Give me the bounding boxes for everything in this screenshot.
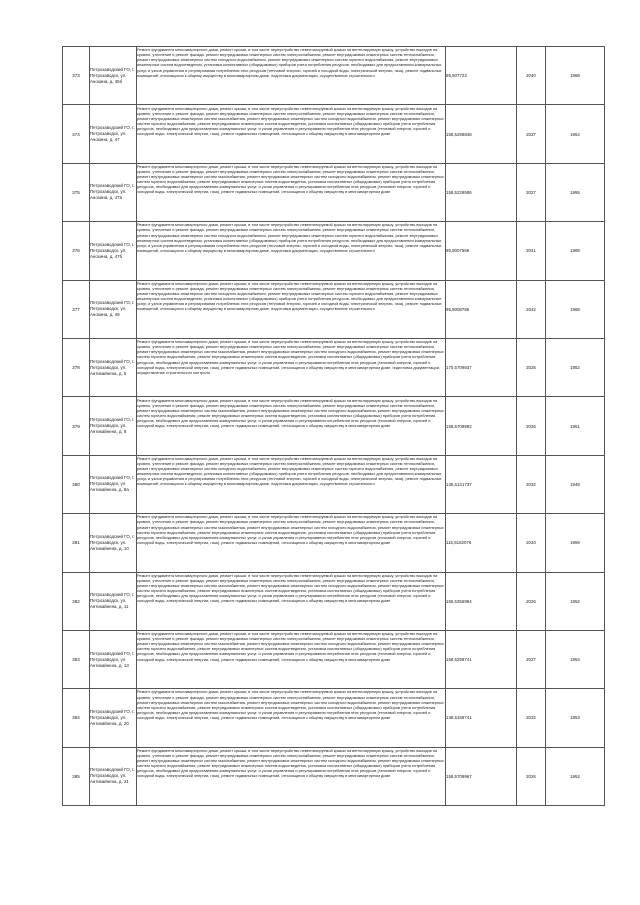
planned-year: 2025	[517, 338, 546, 396]
repair-works	[137, 222, 446, 280]
document-page	[62, 46, 605, 806]
planned-year: 2041	[517, 222, 546, 280]
table-row	[63, 747, 605, 805]
table-row	[63, 572, 605, 630]
repair-works	[137, 105, 446, 163]
construction-year: 1952	[546, 338, 605, 396]
planned-year: 2026	[517, 572, 546, 630]
table-row	[63, 280, 605, 338]
repair-works-text: Ремонт фундамента многоквартирного дома, ремонт крыши, в том числе переустройство невентилируемой крыши на вентилируемую крышу, устройство выходов на кровлю, утепление и ремонт фасада, ремонт внутридомовых инженерных систем электроснабжения, ремонт внутридомовых инженерных систем теплоснабжения, ремонт внутридомовых инженерных систем холодного водоснабжения, ремонт внутридомовых инженерных систем горячего водоснабжения, ремонт внутридомовых инженерных систем водоотведения, установка коллективных (общедомовых) приборов учета потребления ресурсов, необходимых для предоставления коммунальных услуг, и узлов управления и регулирования потребления этих ресурсов (тепловой энергии, горячей и холодной воды, электрической энергии, газа), ремонт подвальных помещений, относящихся к общему имуществу в многоквартирном доме, подготовка документации, осуществление строительного	[137, 47, 442, 78]
house-address: Петрозаводский ГО, г. Петрозаводск, ул. Анохина, д. 45б	[90, 47, 137, 105]
row-number: 385	[63, 747, 90, 805]
planned-year: 2026	[517, 747, 546, 805]
repair-works	[137, 747, 446, 805]
repair-works-text: Ремонт фундамента многоквартирного дома, ремонт крыши, в том числе переустройство невентилируемой крыши на вентилируемую крышу, устройство выходов на кровлю, утепление и ремонт фасада, ремонт внутридомовых инженерных систем электроснабжения, ремонт внутридомовых инженерных систем теплоснабжения, ремонт внутридомовых инженерных систем газоснабжения, ремонт внутридомовых инженерных систем холодного водоснабжения, ремонт внутридомовых инженерных систем горячего водоснабжения, ремонт внутридомовых инженерных систем водоотведения, установка коллективных (общедомовых) приборов учета потребления ресурсов, необходимых для предоставления коммунальных услуг, и узлов управления и регулирования потребления этих ресурсов (тепловой энергии, горячей и холодной воды, электрической энергии, газа), ремонт подвальных помещений, относящихся к общему имуществу в многоквартирном доме	[137, 572, 444, 604]
row-number: 381	[63, 514, 90, 572]
planned-year: 2026	[517, 397, 546, 455]
table-row	[63, 338, 605, 396]
row-number: 383	[63, 630, 90, 688]
planned-year: 2040	[517, 47, 546, 105]
repair-works-text: Ремонт фундамента многоквартирного дома, ремонт крыши, в том числе переустройство невентилируемой крыши на вентилируемую крышу, устройство выходов на кровлю, утепление и ремонт фасада, ремонт внутридомовых инженерных систем электроснабжения, ремонт внутридомовых инженерных систем теплоснабжения, ремонт внутридомовых инженерных систем газоснабжения, ремонт внутридомовых инженерных систем холодного водоснабжения, ремонт внутридомовых инженерных систем горячего водоснабжения, ремонт внутридомовых инженерных систем водоотведения, установка коллективных (общедомовых) приборов учета потребления ресурсов, необходимых для предоставления коммунальных услуг, и узлов управления и регулирования потребления этих ресурсов (тепловой энергии, горячей и холодной воды, электрической энергии, газа), ремонт подвальных помещений, относящихся к общему имуществу в многоквартирном доме	[137, 105, 444, 137]
row-number: 376	[63, 222, 90, 280]
row-number: 380	[63, 455, 90, 513]
table-row	[63, 222, 605, 280]
planned-year: 2034	[517, 514, 546, 572]
repair-cost: 95,8007569	[446, 222, 517, 280]
construction-year: 1952	[546, 747, 605, 805]
repair-cost: 158,5229586	[446, 163, 517, 221]
repair-cost: 95,8008786	[446, 280, 517, 338]
house-address: Петрозаводский ГО, г. Петрозаводск, ул. Антикайнена, д. 13	[90, 630, 137, 688]
house-address: Петрозаводский ГО, г. Петрозаводск, ул. Антикайнена, д. 11	[90, 572, 137, 630]
house-address: Петрозаводский ГО, г. Петрозаводск, ул. Антикайнена, д. 5	[90, 338, 137, 396]
planned-year: 2027	[517, 105, 546, 163]
repair-works-text: Ремонт фундамента многоквартирного дома, ремонт крыши, в том числе переустройство невентилируемой крыши на вентилируемую крышу, устройство выходов на кровлю, утепление и ремонт фасада, ремонт внутридомовых инженерных систем электроснабжения, ремонт внутридомовых инженерных систем теплоснабжения, ремонт внутридомовых инженерных систем газоснабжения, ремонт внутридомовых инженерных систем холодного водоснабжения, ремонт внутридомовых инженерных систем горячего водоснабжения, ремонт внутридомовых инженерных систем водоотведения, установка коллективных (общедомовых) приборов учета потребления ресурсов, необходимых для предоставления коммунальных услуг, и узлов управления и регулирования потребления этих ресурсов (тепловой энергии, горячей и холодной воды, электрической энергии, газа), ремонт подвальных помещений, относящихся к общему имуществу в многоквартирном доме	[137, 689, 444, 720]
planned-year: 2027	[517, 630, 546, 688]
repair-cost: 158,5298848	[446, 105, 517, 163]
table-row	[63, 514, 605, 572]
repair-works-text: Ремонт фундамента многоквартирного дома, ремонт крыши, в том числе переустройство невентилируемой крыши на вентилируемую крышу, устройство выходов на кровлю, утепление и ремонт фасада, ремонт внутридомовых инженерных систем электроснабжения, ремонт внутридомовых инженерных систем теплоснабжения, ремонт внутридомовых инженерных систем газоснабжения, ремонт внутридомовых инженерных систем холодного водоснабжения, ремонт внутридомовых инженерных систем горячего водоснабжения, ремонт внутридомовых инженерных систем водоотведения, установка коллективных (общедомовых) приборов учета потребления ресурсов, необходимых для предоставления коммунальных услуг, и узлов управления и регулирования потребления этих ресурсов (тепловой энергии, горячей и холодной воды, электрической энергии, газа), ремонт подвальных помещений, относящихся к общему имуществу в многоквартирном доме, подготовка документации, осуществление строительного контроля	[137, 339, 444, 375]
construction-year: 1954	[546, 105, 605, 163]
table-row	[63, 397, 605, 455]
repair-works	[137, 163, 446, 221]
house-address: Петрозаводский ГО, г. Петрозаводск, ул. Анохина, д. 47	[90, 105, 137, 163]
repair-works	[137, 47, 446, 105]
repair-works-text: Ремонт фундамента многоквартирного дома, ремонт крыши, в том числе переустройство невентилируемой крыши на вентилируемую крышу, устройство выходов на кровлю, утепление и ремонт фасада, ремонт внутридомовых инженерных систем электроснабжения, ремонт внутридомовых инженерных систем теплоснабжения, ремонт внутридомовых инженерных систем холодного водоснабжения, ремонт внутридомовых инженерных систем горячего водоснабжения, ремонт внутридомовых инженерных систем водоотведения, установка коллективных (общедомовых) приборов учета потребления ресурсов, необходимых для предоставления коммунальных услуг, и узлов управления и регулирования потребления этих ресурсов (тепловой энергии, горячей и холодной воды, электрической энергии, газа), ремонт подвальных помещений, относящихся к общему имуществу в многоквартирном доме, подготовка документации, осуществление строительного	[137, 280, 442, 312]
repair-works	[137, 397, 446, 455]
repair-cost: 158,5709967	[446, 747, 517, 805]
repair-works	[137, 689, 446, 747]
repair-cost: 155,5356994	[446, 572, 517, 630]
repair-cost: 170,5709837	[446, 338, 517, 396]
repair-works-text: Ремонт фундамента многоквартирного дома, ремонт крыши, в том числе переустройство невентилируемой крыши на вентилируемую крышу, устройство выходов на кровлю, утепление и ремонт фасада, ремонт внутридомовых инженерных систем электроснабжения, ремонт внутридомовых инженерных систем теплоснабжения, ремонт внутридомовых инженерных систем газоснабжения, ремонт внутридомовых инженерных систем холодного водоснабжения, ремонт внутридомовых инженерных систем горячего водоснабжения, ремонт внутридомовых инженерных систем водоотведения, установка коллективных (общедомовых) приборов учета потребления ресурсов, необходимых для предоставления коммунальных услуг, и узлов управления и регулирования потребления этих ресурсов (тепловой энергии, горячей и холодной воды, электрической энергии, газа), ремонт подвальных помещений, относящихся к общему имуществу в многоквартирном доме	[137, 631, 444, 662]
table-body	[63, 47, 605, 806]
repair-works-text: Ремонт фундамента многоквартирного дома, ремонт крыши, в том числе переустройство невентилируемой крыши на вентилируемую крышу, устройство выходов на кровлю, утепление и ремонт фасада, ремонт внутридомовых инженерных систем электроснабжения, ремонт внутридомовых инженерных систем теплоснабжения, ремонт внутридомовых инженерных систем газоснабжения, ремонт внутридомовых инженерных систем холодного водоснабжения, ремонт внутридомовых инженерных систем горячего водоснабжения, ремонт внутридомовых инженерных систем водоотведения, установка коллективных (общедомовых) приборов учета потребления ресурсов, необходимых для предоставления коммунальных услуг, и узлов управления и регулирования потребления этих ресурсов (тепловой энергии, горячей и холодной воды, электрической энергии, газа), ремонт подвальных помещений, относящихся к общему имуществу в многоквартирном доме	[137, 163, 444, 195]
planned-year: 2042	[517, 280, 546, 338]
repair-cost: 158,5298741	[446, 630, 517, 688]
repair-works-text: Ремонт фундамента многоквартирного дома, ремонт крыши, в том числе переустройство невентилируемой крыши на вентилируемую крышу, устройство выходов на кровлю, утепление и ремонт фасада, ремонт внутридомовых инженерных систем электроснабжения, ремонт внутридомовых инженерных систем теплоснабжения, ремонт внутридомовых инженерных систем газоснабжения, ремонт внутридомовых инженерных систем холодного водоснабжения, ремонт внутридомовых инженерных систем горячего водоснабжения, ремонт внутридомовых инженерных систем водоотведения, установка коллективных (общедомовых) приборов учета потребления ресурсов, необходимых для предоставления коммунальных услуг, и узлов управления и регулирования потребления этих ресурсов (тепловой энергии, горячей и холодной воды, электрической энергии, газа), ремонт подвальных помещений, относящихся к общему имуществу в многоквартирном доме	[137, 514, 444, 545]
house-address: Петрозаводский ГО, г. Петрозаводск, ул. Анохина, д. 47б	[90, 222, 137, 280]
repair-cost: 95,507723	[446, 47, 517, 105]
repair-works-text: Ремонт фундамента многоквартирного дома, ремонт крыши, в том числе переустройство невентилируемой крыши на вентилируемую крышу, устройство выходов на кровлю, утепление и ремонт фасада, ремонт внутридомовых инженерных систем электроснабжения, ремонт внутридомовых инженерных систем теплоснабжения, ремонт внутридомовых инженерных систем газоснабжения, ремонт внутридомовых инженерных систем холодного водоснабжения, ремонт внутридомовых инженерных систем горячего водоснабжения, ремонт внутридомовых инженерных систем водоотведения, установка коллективных (общедомовых) приборов учета потребления ресурсов, необходимых для предоставления коммунальных услуг, и узлов управления и регулирования потребления этих ресурсов (тепловой энергии, горячей и холодной воды, электрической энергии, газа), ремонт подвальных помещений, относящихся к общему имуществу в многоквартирном доме	[137, 747, 444, 779]
row-number: 375	[63, 163, 90, 221]
repair-cost: 158,5709992	[446, 397, 517, 455]
house-address: Петрозаводский ГО, г. Петрозаводск, ул. Антикайнена, д. 8а	[90, 455, 137, 513]
construction-year: 1988	[546, 280, 605, 338]
construction-year: 1952	[546, 572, 605, 630]
table-row	[63, 630, 605, 688]
table-row	[63, 689, 605, 747]
construction-year: 1988	[546, 222, 605, 280]
repair-cost: 115,5182076	[446, 514, 517, 572]
house-address: Петрозаводский ГО, г. Петрозаводск, ул. Антикайнена, д. 10	[90, 514, 137, 572]
house-address: Петрозаводский ГО, г. Петрозаводск, ул. Антикайнена, д. 8	[90, 397, 137, 455]
repair-works	[137, 630, 446, 688]
repair-works-text: Ремонт фундамента многоквартирного дома, ремонт крыши, в том числе переустройство невентилируемой крыши на вентилируемую крышу, устройство выходов на кровлю, утепление и ремонт фасада, ремонт внутридомовых инженерных систем электроснабжения, ремонт внутридомовых инженерных систем теплоснабжения, ремонт внутридомовых инженерных систем газоснабжения, ремонт внутридомовых инженерных систем холодного водоснабжения, ремонт внутридомовых инженерных систем горячего водоснабжения, ремонт внутридомовых инженерных систем водоотведения, установка коллективных (общедомовых) приборов учета потребления ресурсов, необходимых для предоставления коммунальных услуг, и узлов управления и регулирования потребления этих ресурсов (тепловой энергии, горячей и холодной воды, электрической энергии, газа), ремонт подвальных помещений, относящихся к общему имуществу в многоквартирном доме	[137, 397, 444, 428]
construction-year: 1953	[546, 689, 605, 747]
repair-works	[137, 280, 446, 338]
repair-works-text: Ремонт фундамента многоквартирного дома, ремонт крыши, в том числе переустройство невентилируемой крыши на вентилируемую крышу, устройство выходов на кровлю, утепление и ремонт фасада, ремонт внутридомовых инженерных систем электроснабжения, ремонт внутридомовых инженерных систем теплоснабжения, ремонт внутридомовых инженерных систем холодного водоснабжения, ремонт внутридомовых инженерных систем горячего водоснабжения, ремонт внутридомовых инженерных систем водоотведения, установка коллективных (общедомовых) приборов учета потребления ресурсов, необходимых для предоставления коммунальных услуг, и узлов управления и регулирования потребления этих ресурсов (тепловой энергии, горячей и холодной воды, электрической энергии, газа), ремонт подвальных помещений, относящихся к общему имуществу в многоквартирном доме, подготовка документации, осуществление строительного	[137, 222, 442, 253]
house-address: Петрозаводский ГО, г. Петрозаводск, ул. Антикайнена, д. 20	[90, 689, 137, 747]
row-number: 377	[63, 280, 90, 338]
row-number: 378	[63, 338, 90, 396]
repair-cost: 138,5159741	[446, 689, 517, 747]
house-address: Петрозаводский ГО, г. Петрозаводск, ул. Антикайнена, д. 21	[90, 747, 137, 805]
row-number: 384	[63, 689, 90, 747]
construction-year: 1955	[546, 163, 605, 221]
planned-year: 2032	[517, 689, 546, 747]
table-row	[63, 455, 605, 513]
construction-year: 1959	[546, 514, 605, 572]
construction-year: 1954	[546, 630, 605, 688]
row-number: 374	[63, 105, 90, 163]
repair-works-text: Ремонт фундамента многоквартирного дома, ремонт крыши, в том числе переустройство невентилируемой крыши на вентилируемую крышу, устройство выходов на кровлю, утепление и ремонт фасада, ремонт внутридомовых инженерных систем электроснабжения, ремонт внутридомовых инженерных систем теплоснабжения, ремонт внутридомовых инженерных систем холодного водоснабжения, ремонт внутридомовых инженерных систем горячего водоснабжения, ремонт внутридомовых инженерных систем водоотведения, установка коллективных (общедомовых) приборов учета потребления ресурсов, необходимых для предоставления коммунальных услуг, и узлов управления и регулирования потребления этих ресурсов (тепловой энергии, горячей и холодной воды, электрической энергии, газа), ремонт подвальных помещений, относящихся к общему имуществу в многоквартирном доме, подготовка документации, осуществление строительного	[137, 455, 442, 487]
planned-year: 2032	[517, 455, 546, 513]
house-address: Петрозаводский ГО, г. Петрозаводск, ул. Анохина, д. 47а	[90, 163, 137, 221]
table-row	[63, 105, 605, 163]
repair-works	[137, 455, 446, 513]
repair-works	[137, 338, 446, 396]
table-row	[63, 163, 605, 221]
construction-year: 1951	[546, 397, 605, 455]
construction-year: 1988	[546, 47, 605, 105]
house-address: Петрозаводский ГО, г. Петрозаводск, ул. Анохина, д. 49	[90, 280, 137, 338]
table-row	[63, 47, 605, 105]
repair-works	[137, 514, 446, 572]
repair-works	[137, 572, 446, 630]
construction-year: 1948	[546, 455, 605, 513]
row-number: 382	[63, 572, 90, 630]
row-number: 379	[63, 397, 90, 455]
housing-repair-table	[62, 46, 605, 806]
repair-cost: 135,5131737	[446, 455, 517, 513]
row-number: 373	[63, 47, 90, 105]
planned-year: 2027	[517, 163, 546, 221]
